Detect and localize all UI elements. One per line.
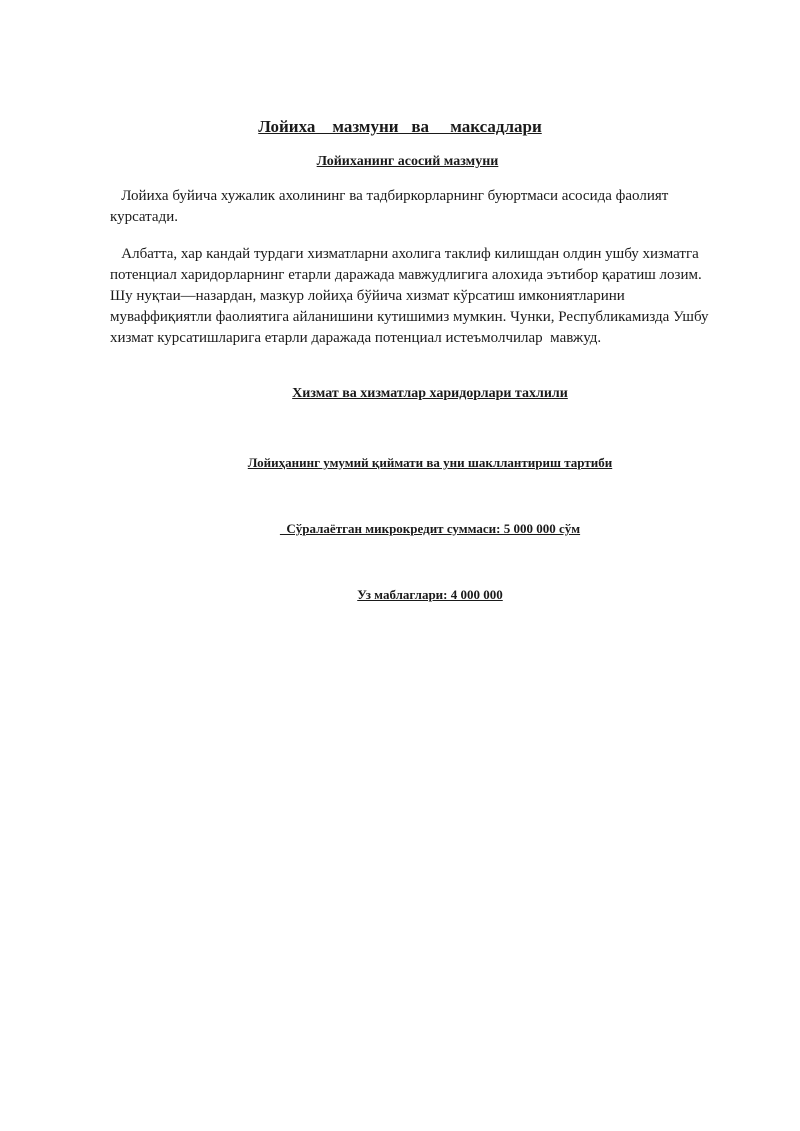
own-funds-amount: Уз маблаглари: 4 000 000 [357,587,503,602]
paragraph-demand: Албатта, хар кандай турдаги хизматларни ахолига таклиф килишдан олдин ушбу хизматга потенциал харидорларнинг етарли даражада мавжудлигига алохида эътибор қаратиш лозим. Шу нуқтаи—назардан, мазкур лойиҳа бўйича хизмат кўрсатиш имкониятларини муваффиқиятли фаолиятига айланишини кутишимиз мумкин. Чунки, Республикамизда Ушбу хизмат курсатишларига етарли даражада потенциал истеъмолчилар мавжуд. [110,246,713,346]
paragraph-activity: Лойиха буйича хужалик ахолининг ва тадбиркорларнинг буюртмаси асосида фаолият курсатади. [110,188,673,225]
document-title: Лойиха мазмуни ва максадлари [258,117,542,136]
microcredit-amount: Сўралаётган микрокредит суммаси: 5 000 000 сўм [279,521,581,536]
section-heading-main-content: Лойиханинг асосий мазмуни [316,154,499,169]
section-heading-project-cost: Лойиҳанинг умумий қиймати ва уни шакллантириш тартиби [247,455,613,470]
section-heading-market-analysis: Хизмат ва хизматлар харидорлари тахлили [292,386,568,401]
